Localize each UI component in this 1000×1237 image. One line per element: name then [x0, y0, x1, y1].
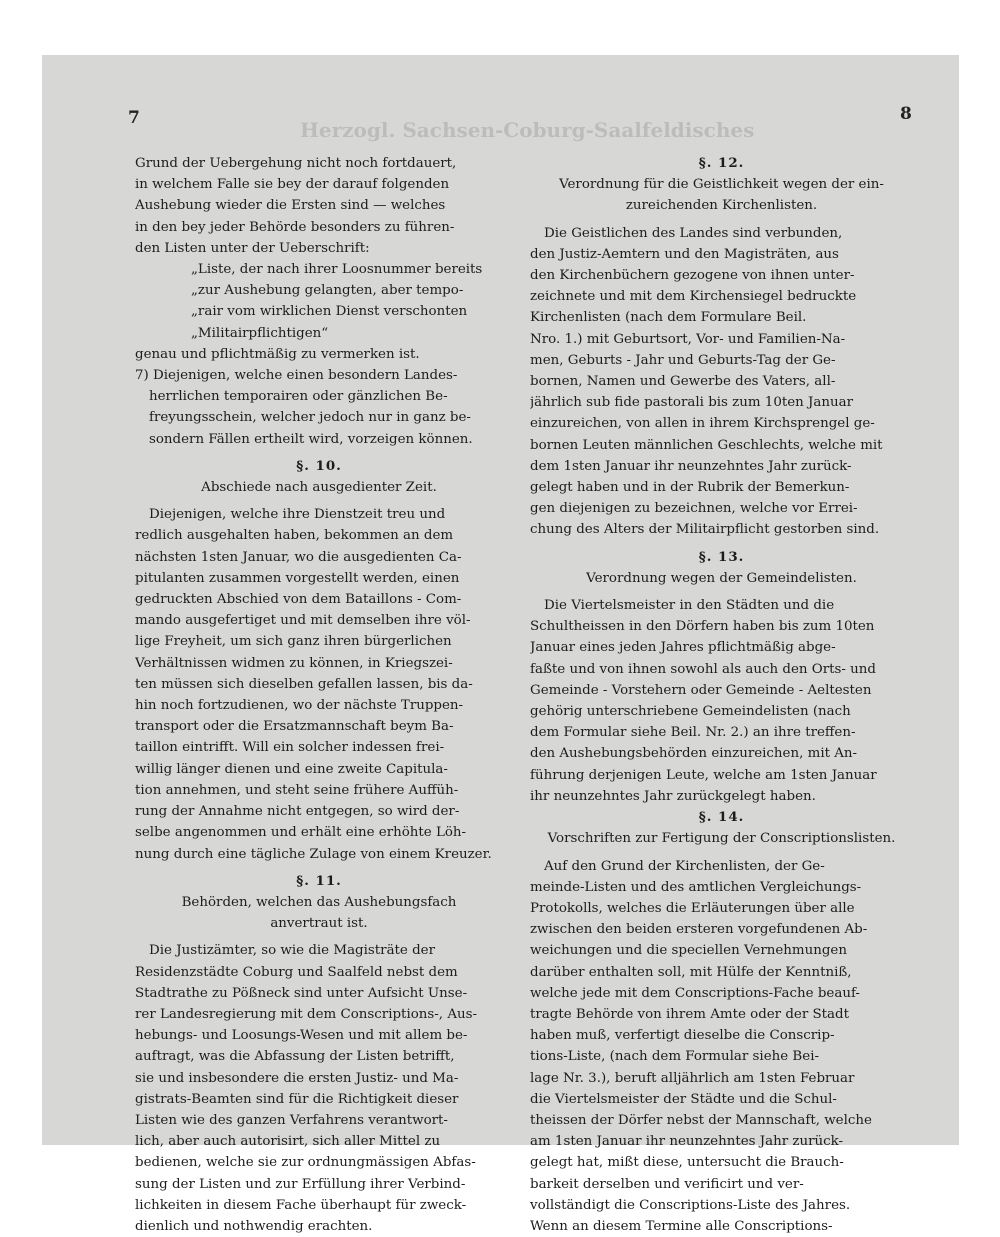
text-line: lichkeiten in diesem Fache überhaupt für zweck-	[135, 1195, 503, 1216]
text-line: tragte Behörde von ihrem Amte oder der Stadt	[530, 1004, 913, 1025]
text-line: faßte und von ihnen sowohl als auch den Orts- und	[530, 659, 913, 680]
text-line: dem Formular siehe Beil. Nr. 2.) an ihre treffen-	[530, 722, 913, 743]
text-line: Die Viertelsmeister in den Städten und die	[530, 595, 913, 616]
text-line: meinde-Listen und des amtlichen Vergleichungs-	[530, 877, 913, 898]
text-line: Gemeinde - Vorstehern oder Gemeinde - Aeltesten	[530, 680, 913, 701]
text-line: den Kirchenbüchern gezogene von ihnen unter-	[530, 265, 913, 286]
text-line: den Aushebungsbehörden einzureichen, mit An-	[530, 743, 913, 764]
text-line: Die Justizämter, so wie die Magisträte der	[135, 940, 503, 961]
text-line: Auf den Grund der Kirchenlisten, der Ge-	[530, 856, 913, 877]
text-line: rer Landesregierung mit dem Conscriptions-, Aus-	[135, 1004, 503, 1025]
text-line: Schultheissen in den Dörfern haben bis zum 10ten	[530, 616, 913, 637]
text-line: Verhältnissen widmen zu können, in Kriegszei-	[135, 653, 503, 674]
text-line: lage Nr. 3.), beruft alljährlich am 1sten Februar	[530, 1068, 913, 1089]
text-line: hin noch fortzudienen, wo der nächste Truppen-	[135, 695, 503, 716]
text-line: in den bey jeder Behörde besonders zu führen-	[135, 217, 503, 238]
section-title-line: Verordnung für die Geistlichkeit wegen der ein-	[530, 174, 913, 195]
text-line: gelegt hat, mißt diese, untersucht die Brauch-	[530, 1152, 913, 1173]
text-line: Aushebung wieder die Ersten sind — welches	[135, 195, 503, 216]
section-title-line: anvertraut ist.	[135, 913, 503, 934]
quote-line: „Militairpflichtigen“	[135, 323, 503, 344]
text-line: Die Geistlichen des Landes sind verbunden,	[530, 223, 913, 244]
text-line: Residenzstädte Coburg und Saalfeld nebst dem	[135, 962, 503, 983]
text-line: rung der Annahme nicht entgegen, so wird der-	[135, 801, 503, 822]
text-line: pitulanten zusammen vorgestellt werden, einen	[135, 568, 503, 589]
section-13-paragraph	[530, 595, 913, 807]
text-line: lich, aber auch autorisirt, sich aller Mittel zu	[135, 1131, 503, 1152]
section-10-number: §. 10.	[135, 456, 503, 477]
text-line: barkeit derselben und verificirt und ver-	[530, 1174, 913, 1195]
text-line: lige Freyheit, um sich ganz ihren bürgerlichen	[135, 631, 503, 652]
text-line: vollständigt die Conscriptions-Liste des Jahres.	[530, 1195, 913, 1216]
text-line: sung der Listen und zur Erfüllung ihrer Verbind-	[135, 1174, 503, 1195]
section-11-title	[135, 892, 503, 934]
text-line: jährlich sub fide pastorali bis zum 10ten Januar	[530, 392, 913, 413]
text-line: Januar eines jeden Jahres pflichtmäßig abge-	[530, 637, 913, 658]
right-page-number: 8	[900, 104, 912, 124]
text-line: gehörig unterschriebene Gemeindelisten (nach	[530, 701, 913, 722]
text-line: am 1sten Januar ihr neunzehntes Jahr zurück-	[530, 1131, 913, 1152]
text-line: redlich ausgehalten haben, bekommen an dem	[135, 525, 503, 546]
text-line: führung derjenigen Leute, welche am 1sten Januar	[530, 765, 913, 786]
text-line: Listen wie des ganzen Verfahrens verantwort-	[135, 1110, 503, 1131]
text-line: herrlichen temporairen oder gänzlichen Be-	[135, 386, 503, 407]
text-line: nung durch eine tägliche Zulage von einem Kreuzer.	[135, 844, 503, 865]
text-line: auftragt, was die Abfassung der Listen betrifft,	[135, 1046, 503, 1067]
section-12-title	[530, 174, 913, 216]
text-line: mando ausgefertiget und mit demselben ihre völ-	[135, 610, 503, 631]
text-line: sie und insbesondere die ersten Justiz- und Ma-	[135, 1068, 503, 1089]
text-line: chung des Alters der Militairpflicht gestorben sind.	[530, 519, 913, 540]
text-line: genau und pflichtmäßig zu vermerken ist.	[135, 344, 503, 365]
bleed-through-header: Herzogl. Sachsen-Coburg-Saalfeldisches	[300, 118, 754, 142]
text-line: 7) Diejenigen, welche einen besondern Landes-	[135, 365, 503, 386]
section-12-number: §. 12.	[530, 153, 913, 174]
text-line: die Viertelsmeister der Städte und die Schul-	[530, 1089, 913, 1110]
text-line: selbe angenommen und erhält eine erhöhte Löh-	[135, 822, 503, 843]
text-line: Diejenigen, welche ihre Dienstzeit treu und	[135, 504, 503, 525]
list-title-quote	[135, 259, 503, 344]
text-line: gen diejenigen zu bezeichnen, welche vor Errei-	[530, 498, 913, 519]
text-line: Protokolls, welches die Erläuterungen über alle	[530, 898, 913, 919]
text-line: den Listen unter der Ueberschrift:	[135, 238, 503, 259]
text-line: ihr neunzehntes Jahr zurückgelegt haben.	[530, 786, 913, 807]
text-line: hebungs- und Loosungs-Wesen und mit allem be-	[135, 1025, 503, 1046]
text-line: theissen der Dörfer nebst der Mannschaft, welche	[530, 1110, 913, 1131]
text-line: Grund der Uebergehung nicht noch fortdauert,	[135, 153, 503, 174]
quote-line: „Liste, der nach ihrer Loosnummer bereits	[135, 259, 503, 280]
text-line: bornen, Namen und Gewerbe des Vaters, all-	[530, 371, 913, 392]
section-13-title: Verordnung wegen der Gemeindelisten.	[530, 568, 913, 589]
text-line: gelegt haben und in der Rubrik der Bemerkun-	[530, 477, 913, 498]
item-7-text	[135, 344, 503, 450]
text-line: tions-Liste, (nach dem Formular siehe Bei-	[530, 1046, 913, 1067]
text-line: willig länger dienen und eine zweite Capitula-	[135, 759, 503, 780]
text-line: Stadtrathe zu Pößneck sind unter Aufsicht Unse-	[135, 983, 503, 1004]
section-13-number: §. 13.	[530, 547, 913, 568]
section-11-number: §. 11.	[135, 871, 503, 892]
section-14-title: Vorschriften zur Fertigung der Conscriptionslisten.	[530, 828, 913, 849]
text-line: freyungsschein, welcher jedoch nur in ganz be-	[135, 407, 503, 428]
right-column	[530, 153, 913, 1237]
section-14-paragraph	[530, 856, 913, 1237]
text-line: bornen Leuten männlichen Geschlechts, welche mit	[530, 435, 913, 456]
left-intro-text	[135, 153, 503, 259]
text-line: welche jede mit dem Conscriptions-Fache beauf-	[530, 983, 913, 1004]
section-10-paragraph	[135, 504, 503, 864]
section-title-line: zureichenden Kirchenlisten.	[530, 195, 913, 216]
section-title-line: Behörden, welchen das Aushebungsfach	[135, 892, 503, 913]
section-14-number: §. 14.	[530, 807, 913, 828]
left-page-number: 7	[128, 108, 140, 128]
text-line: einzureichen, von allen in ihrem Kirchsprengel ge-	[530, 413, 913, 434]
text-line: ten müssen sich dieselben gefallen lassen, bis da-	[135, 674, 503, 695]
text-line: men, Geburts - Jahr und Geburts-Tag der Ge-	[530, 350, 913, 371]
section-12-paragraph	[530, 223, 913, 541]
text-line: in welchem Falle sie bey der darauf folgenden	[135, 174, 503, 195]
quote-line: „rair vom wirklichen Dienst verschonten	[135, 301, 503, 322]
text-line: Nro. 1.) mit Geburtsort, Vor- und Familien-Na-	[530, 329, 913, 350]
text-line: tion annehmen, und steht seine frühere Auffüh-	[135, 780, 503, 801]
text-line: dienlich und nothwendig erachten.	[135, 1216, 503, 1237]
text-line: gedruckten Abschied von dem Bataillons - Com-	[135, 589, 503, 610]
quote-line: „zur Aushebung gelangten, aber tempo-	[135, 280, 503, 301]
section-11-paragraph	[135, 940, 503, 1237]
text-line: transport oder die Ersatzmannschaft beym Ba-	[135, 716, 503, 737]
section-10-title: Abschiede nach ausgedienter Zeit.	[135, 477, 503, 498]
text-line: sondern Fällen ertheilt wird, vorzeigen können.	[135, 429, 503, 450]
text-line: nächsten 1sten Januar, wo die ausgedienten Ca-	[135, 547, 503, 568]
left-column	[135, 153, 503, 1237]
text-line: dem 1sten Januar ihr neunzehntes Jahr zurück-	[530, 456, 913, 477]
text-line: weichungen und die speciellen Vernehmungen	[530, 940, 913, 961]
text-line: Kirchenlisten (nach dem Formulare Beil.	[530, 307, 913, 328]
text-line: zeichnete und mit dem Kirchensiegel bedruckte	[530, 286, 913, 307]
text-line: bedienen, welche sie zur ordnungmässigen Abfas-	[135, 1152, 503, 1173]
text-line: gistrats-Beamten sind für die Richtigkeit dieser	[135, 1089, 503, 1110]
text-line: den Justiz-Aemtern und den Magisträten, aus	[530, 244, 913, 265]
text-line: haben muß, verfertigt dieselbe die Conscrip-	[530, 1025, 913, 1046]
text-line: taillon eintrifft. Will ein solcher indessen frei-	[135, 737, 503, 758]
text-line: darüber enthalten soll, mit Hülfe der Kenntniß,	[530, 962, 913, 983]
text-line: zwischen den beiden ersteren vorgefundenen Ab-	[530, 919, 913, 940]
text-line: Wenn an diesem Termine alle Conscriptions-	[530, 1216, 913, 1237]
